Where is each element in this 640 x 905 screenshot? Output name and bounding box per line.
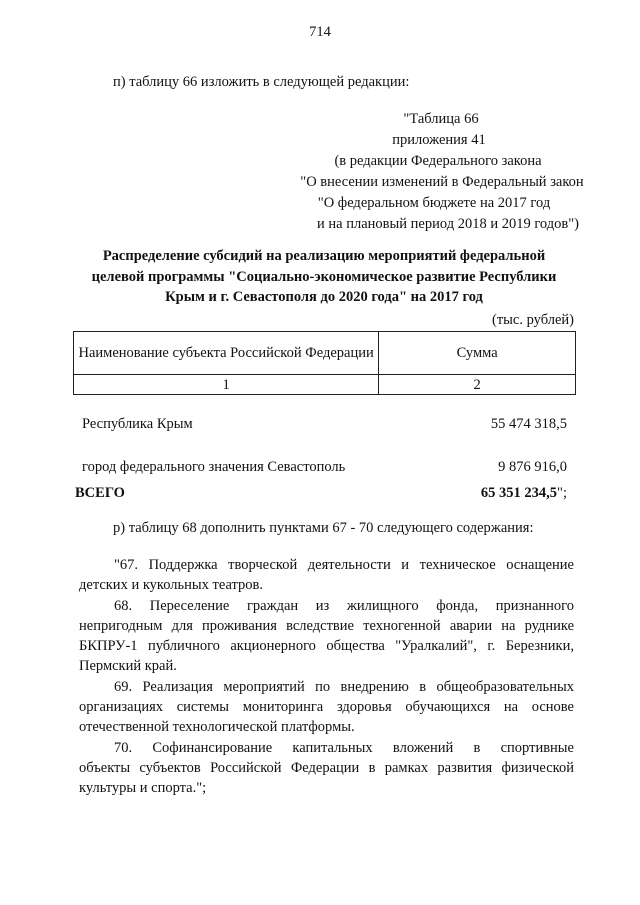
paragraph-line: "67. Поддержка творческой деятельности и техническое оснащение: [114, 557, 574, 573]
title-line: Крым и г. Севастополя до 2020 года" на 2017 год: [165, 289, 483, 305]
table-caption: [250, 109, 640, 235]
paragraph-line: Пермский край.: [79, 658, 177, 674]
column-number: 1: [74, 375, 379, 395]
paragraph-line: детских и кукольных театров.: [79, 577, 264, 593]
caption-line: (в редакции Федерального закона: [334, 153, 542, 169]
total-label: ВСЕГО: [75, 485, 125, 501]
paragraph-line: 70. Софинансирование капитальных вложений в спортивные: [114, 740, 574, 756]
paragraph-line: культуры и спорта.";: [79, 780, 207, 796]
paragraph-line: объекты субъектов Российской Федерации в рамках развития физической: [79, 760, 574, 776]
paragraph-line: отечественной технологической платформы.: [79, 719, 355, 735]
distribution-table: [73, 331, 576, 395]
title-line: целевой программы "Социально-экономическое развитие Республики: [91, 268, 557, 285]
paragraph-68: [79, 596, 574, 676]
paragraph-line: БКПРУ-1 публичного акционерного общества "Уралкалий", г. Березники,: [79, 638, 574, 654]
page-number: 714: [309, 24, 331, 40]
row-name: Республика Крым: [82, 416, 193, 432]
row-value: 55 474 318,5: [490, 416, 567, 432]
paragraph-line: организациях системы мониторинга здоровья обучающихся на основе: [79, 699, 574, 715]
column-number-row: [74, 375, 576, 395]
total-value: 65 351 234,5: [480, 485, 558, 501]
caption-line: "О федеральном бюджете на 2017 год: [317, 195, 551, 211]
paragraph-line: 68. Переселение граждан из жилищного фонда, признанного: [114, 598, 574, 614]
row-value: 9 876 916,0: [498, 459, 567, 475]
caption-line: и на плановый период 2018 и 2019 годов"): [317, 216, 579, 232]
paragraph-69: [79, 677, 574, 737]
instruction-item-p: п) таблицу 66 изложить в следующей редакции:: [113, 74, 410, 90]
paragraph-line: непригодным для проживания вследствие техногенной аварии на руднике: [79, 618, 574, 634]
row-name: город федерального значения Севастополь: [82, 459, 346, 475]
title-line: Распределение субсидий на реализацию мероприятий федеральной: [102, 248, 546, 264]
caption-line: "Таблица 66: [403, 111, 479, 127]
units-note: (тыс. рублей): [492, 312, 574, 328]
total-value-wrap: [481, 483, 567, 503]
instruction-item-r: р) таблицу 68 дополнить пунктами 67 - 70 следующего содержания:: [113, 520, 534, 536]
column-number: 2: [379, 375, 576, 395]
caption-line: приложения 41: [392, 132, 486, 148]
table-header-row: [74, 332, 576, 375]
header-sum: Сумма: [379, 332, 576, 375]
paragraph-line: 69. Реализация мероприятий по внедрению в общеобразовательных: [114, 679, 574, 695]
caption-line: "О внесении изменений в Федеральный закон: [300, 174, 584, 190]
paragraph-67: [79, 555, 574, 595]
paragraph-70: [79, 738, 574, 798]
table-title: [70, 246, 578, 308]
total-suffix: ";: [557, 485, 567, 501]
header-subject: Наименование субъекта Российской Федерации: [74, 332, 379, 375]
